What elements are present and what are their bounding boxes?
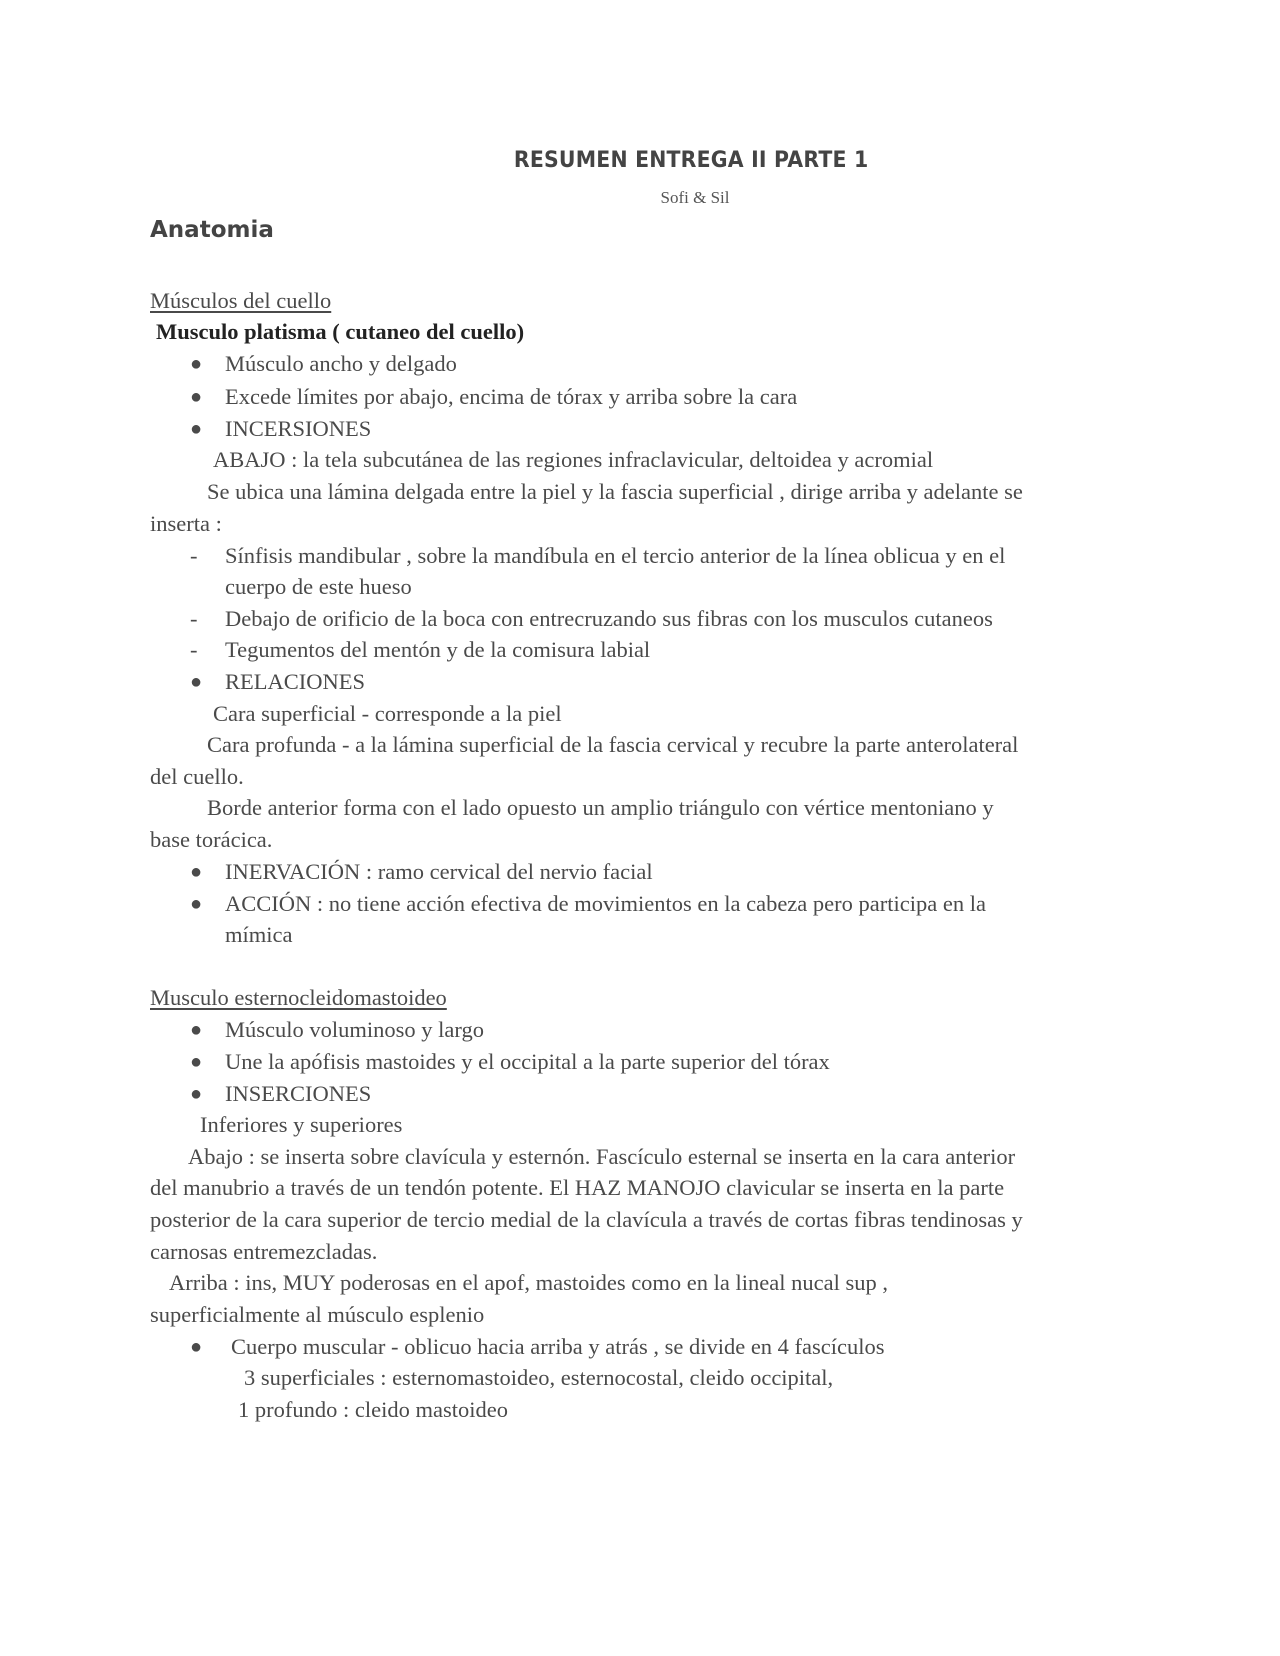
- paragraph-line: superficialmente al músculo esplenio: [150, 1302, 485, 1327]
- list-item-continuation: 3 superficiales : esternomastoideo, esternocostal, cleido occipital,: [244, 1365, 834, 1390]
- subheading-esternocleidomastoideo: Musculo esternocleidomastoideo: [150, 985, 447, 1010]
- muscle-heading-platisma: Musculo platisma ( cutaneo del cuello): [156, 319, 525, 344]
- list-item-continuation: cuerpo de este hueso: [225, 574, 412, 599]
- paragraph-line: ABAJO : la tela subcutánea de las regiones infraclavicular, deltoidea y acromial: [213, 447, 934, 472]
- paragraph-line: Inferiores y superiores: [200, 1112, 403, 1137]
- list-item: RELACIONES: [225, 669, 365, 694]
- paragraph-line: inserta :: [150, 511, 222, 536]
- bullet-icon: ●: [190, 386, 203, 408]
- paragraph-line: Se ubica una lámina delgada entre la piel y la fascia superficial , dirige arriba y adelante se: [207, 479, 1023, 504]
- dash-icon: -: [190, 637, 198, 662]
- bullet-icon: ●: [190, 671, 203, 693]
- dash-icon: -: [190, 606, 198, 631]
- bullet-icon: ●: [190, 861, 203, 883]
- list-item-continuation: 1 profundo : cleido mastoideo: [238, 1397, 508, 1422]
- paragraph-line: Abajo : se inserta sobre clavícula y esternón. Fascículo esternal se inserta en la cara anterior: [188, 1144, 1016, 1169]
- list-item: Une la apófisis mastoides y el occipital a la parte superior del tórax: [225, 1049, 830, 1074]
- list-item-continuation: mímica: [225, 922, 293, 947]
- bullet-icon: ●: [190, 353, 203, 375]
- list-item: Músculo ancho y delgado: [225, 351, 457, 376]
- subheading-musculos-cuello: Músculos del cuello: [150, 288, 332, 313]
- list-item: Cuerpo muscular - oblicuo hacia arriba y atrás , se divide en 4 fascículos: [231, 1334, 885, 1359]
- bullet-icon: ●: [190, 1336, 203, 1358]
- list-item: ACCIÓN : no tiene acción efectiva de movimientos en la cabeza pero participa en la: [225, 891, 986, 916]
- document-authors: Sofi & Sil: [660, 188, 730, 207]
- list-item: INCERSIONES: [225, 416, 372, 441]
- paragraph-line: del manubrio a través de un tendón potente. El HAZ MANOJO clavicular se inserta en la parte: [150, 1175, 1005, 1200]
- paragraph-line: Borde anterior forma con el lado opuesto un amplio triángulo con vértice mentoniano y: [207, 795, 994, 820]
- list-item: INSERCIONES: [225, 1081, 372, 1106]
- list-item: Excede límites por abajo, encima de tórax y arriba sobre la cara: [225, 384, 798, 409]
- paragraph-line: Cara profunda - a la lámina superficial de la fascia cervical y recubre la parte anterolateral: [207, 732, 1019, 757]
- bullet-icon: ●: [190, 1019, 203, 1041]
- list-item: Sínfisis mandibular , sobre la mandíbula en el tercio anterior de la línea oblicua y en el: [225, 543, 1006, 568]
- section-heading: Anatomia: [150, 217, 274, 243]
- paragraph-line: del cuello.: [150, 764, 244, 789]
- dash-icon: -: [190, 543, 198, 568]
- paragraph-line: Arriba : ins, MUY poderosas en el apof, mastoides como en la lineal nucal sup ,: [169, 1270, 888, 1295]
- paragraph-line: posterior de la cara superior de tercio medial de la clavícula a través de cortas fibras tendinosas y: [150, 1207, 1023, 1232]
- paragraph-line: Cara superficial - corresponde a la piel: [213, 701, 562, 726]
- list-item: Músculo voluminoso y largo: [225, 1017, 484, 1042]
- paragraph-line: carnosas entremezcladas.: [150, 1239, 378, 1264]
- bullet-icon: ●: [190, 893, 203, 915]
- list-item: Tegumentos del mentón y de la comisura labial: [225, 637, 651, 662]
- list-item: INERVACIÓN : ramo cervical del nervio facial: [225, 859, 653, 884]
- bullet-icon: ●: [190, 418, 203, 440]
- bullet-icon: ●: [190, 1051, 203, 1073]
- document-title: RESUMEN ENTREGA II PARTE 1: [513, 148, 869, 173]
- paragraph-line: base torácica.: [150, 827, 273, 852]
- list-item: Debajo de orificio de la boca con entrecruzando sus fibras con los musculos cutaneos: [225, 606, 993, 631]
- bullet-icon: ●: [190, 1083, 203, 1105]
